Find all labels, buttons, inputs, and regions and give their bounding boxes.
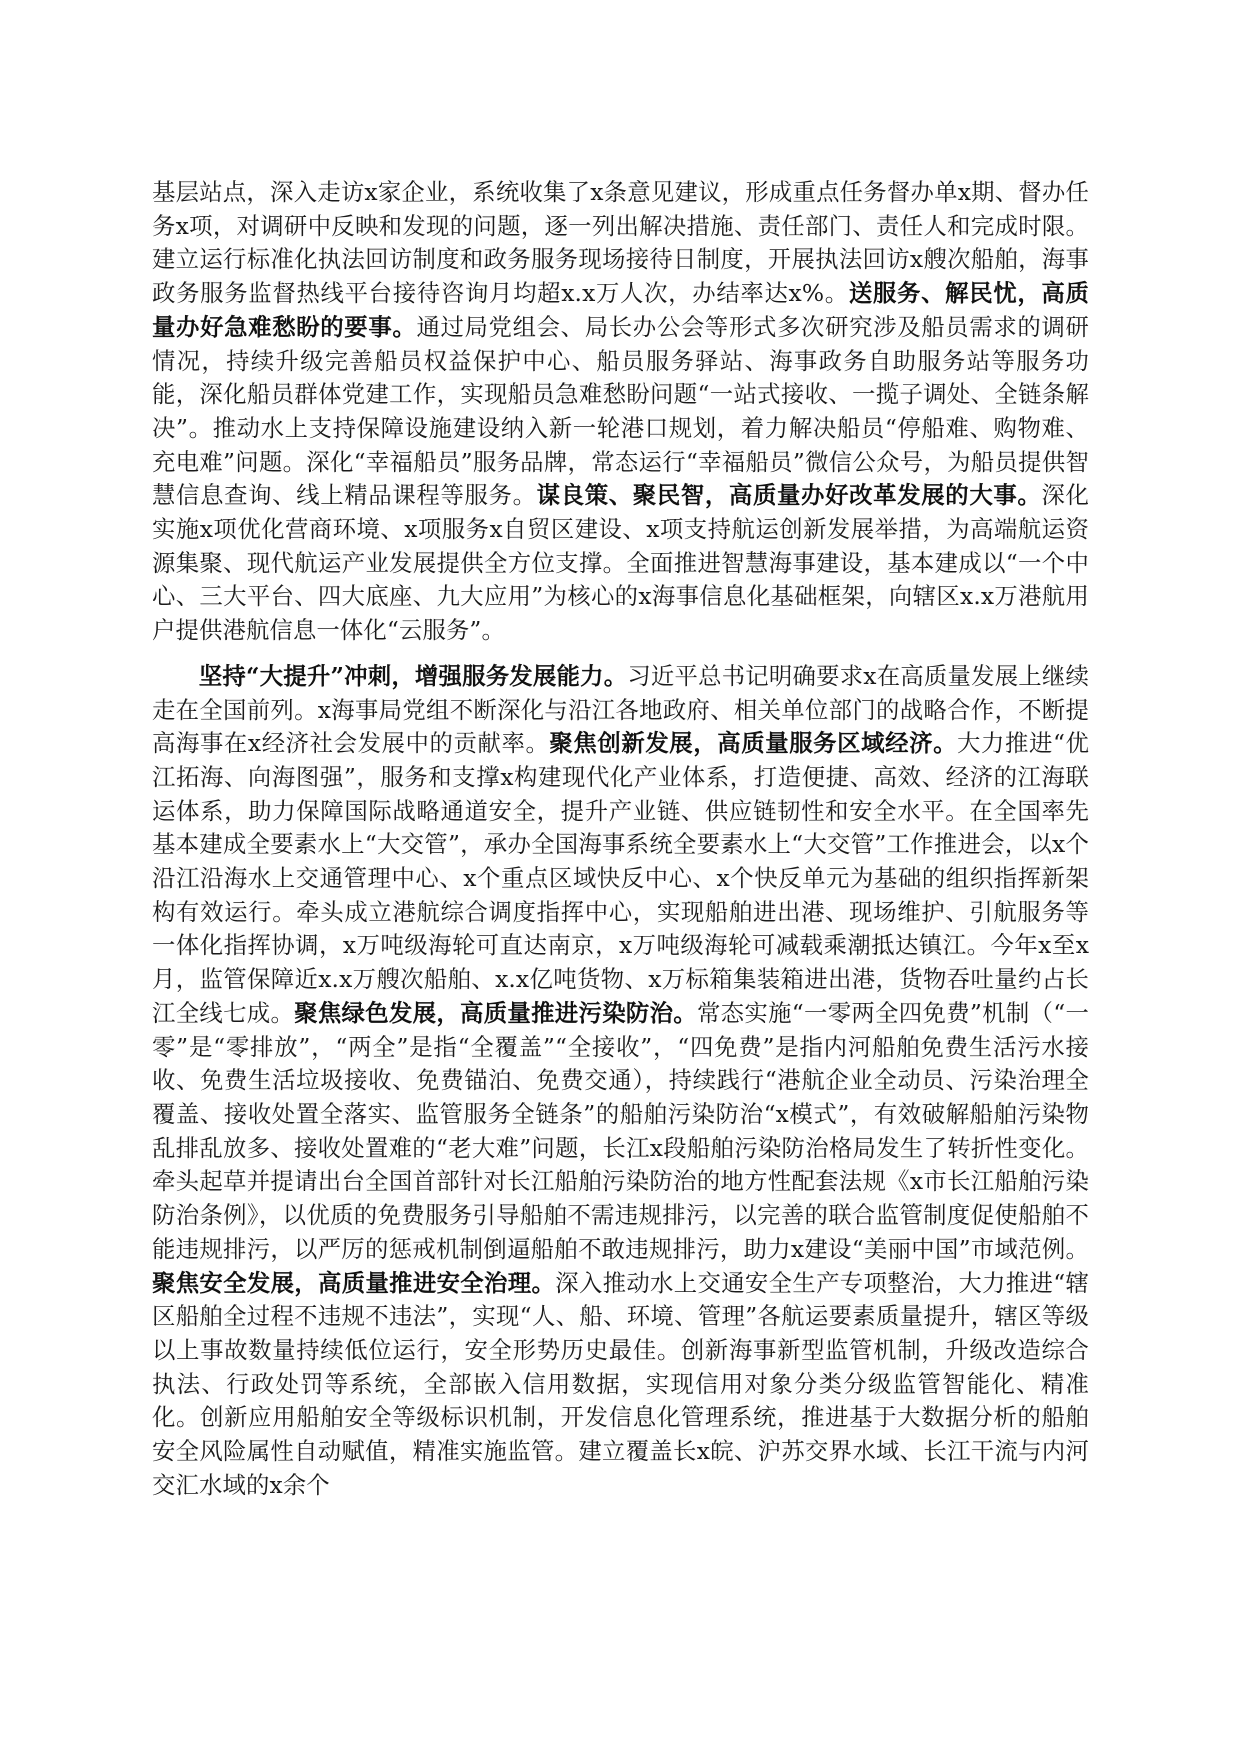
- paragraph-1: [152, 176, 1089, 648]
- paragraph-2-heading-1: 坚持“大提升”冲刺，增强服务发展能力。: [198, 661, 628, 690]
- paragraph-2: [152, 660, 1089, 1503]
- document-body: [152, 176, 1089, 1514]
- paragraph-2-text-3: 常态实施“一零两全四免费”机制（“一零”是“零排放”，“两全”是指“全覆盖”“全接收”，“四免费”是指内河船舶免费生活污水接收、免费生活垃圾接收、免费锚泊、免费交通），持续践行“港航企业全动员、污染治理全覆盖、接收处置全落实、监管服务全链条”的船舶污染防治“x模式”，有效破解船舶污染物乱排乱放多、接收处置难的“老大难”问题，长江x段船舶污染防治格局发生了转折性变化。牵头起草并提请出台全国首部针对长江船舶污染防治的地方性配套法规《x市长江船舶污染防治条例》，以优质的免费服务引导船舶不需违规排污，以完善的联合监管制度促使船舶不能违规排污，以严厉的惩戒机制倒逼船舶不敢违规排污，助力x建设“美丽中国”市域范例。: [152, 998, 1089, 1263]
- paragraph-2-text-2: 大力推进“优江拓海、向海图强”，服务和支撑x构建现代化产业体系，打造便捷、高效、经济的江海联运体系，助力保障国际战略通道安全，提升产业链、供应链韧性和安全水平。在全国率先基本建成全要素水上“大交管”，承办全国海事系统全要素水上“大交管”工作推进会，以x个沿江沿海水上交通管理中心、x个重点区域快反中心、x个快反单元为基础的组织指挥新架构有效运行。牵头成立港航综合调度指挥中心，实现船舶进出港、现场维护、引航服务等一体化指挥协调，x万吨级海轮可直达南京，x万吨级海轮可减载乘潮抵达镇江。今年x至x月，监管保障近x.x万艘次船舶、x.x亿吨货物、x万标箱集装箱进出港，货物吞吐量约占长江全线七成。: [152, 729, 1089, 1027]
- paragraph-2-text-1: 习近平总书记明确要求x在高质量发展上继续走在全国前列。x海事局党组不断深化与沿江各地政府、相关单位部门的战略合作，不断提高海事在x经济社会发展中的贡献率。: [152, 661, 1089, 758]
- paragraph-1-text-3: 深化实施x项优化营商环境、x项服务x自贸区建设、x项支持航运创新发展举措，为高端航运资源集聚、现代航运产业发展提供全方位支撑。全面推进智慧海事建设，基本建成以“一个中心、三大平台、四大底座、九大应用”为核心的x海事信息化基础框架，向辖区x.x万港航用户提供港航信息一体化“云服务”。: [152, 481, 1089, 645]
- paragraph-2-text-4: 深入推动水上交通安全生产专项整治，大力推进“辖区船舶全过程不违规不违法”，实现“人、船、环境、管理”各航运要素质量提升，辖区等级以上事故数量持续低位运行，安全形势历史最佳。创新海事新型监管机制，升级改造综合执法、行政处罚等系统，全部嵌入信用数据，实现信用对象分类分级监管智能化、精准化。创新应用船舶安全等级标识机制，开发信息化管理系统，推进基于大数据分析的船舶安全风险属性自动赋值，精准实施监管。建立覆盖长x皖、沪苏交界水域、长江干流与内河交汇水域的x余个: [152, 1268, 1089, 1499]
- paragraph-2-heading-3: 聚焦绿色发展，高质量推进污染防治。: [294, 998, 697, 1027]
- paragraph-2-heading-2: 聚焦创新发展，高质量服务区域经济。: [549, 729, 958, 758]
- paragraph-1-heading-2: 谋良策、聚民智，高质量办好改革发展的大事。: [536, 481, 1042, 510]
- paragraph-2-heading-4: 聚焦安全发展，高质量推进安全治理。: [152, 1268, 556, 1297]
- paragraph-1-text-1: 基层站点，深入走访x家企业，系统收集了x条意见建议，形成重点任务督办单x期、督办任务x项，对调研中反映和发现的问题，逐一列出解决措施、责任部门、责任人和完成时限。建立运行标准化执法回访制度和政务服务现场接待日制度，开展执法回访x艘次船舶，海事政务服务监督热线平台接待咨询月均超x.x万人次，办结率达x%。: [152, 178, 1090, 308]
- paragraph-1-text-2: 通过局党组会、局长办公会等形式多次研究涉及船员需求的调研情况，持续升级完善船员权益保护中心、船员服务驿站、海事政务自助服务站等服务功能，深化船员群体党建工作，实现船员急难愁盼问题“一站式接收、一揽子调处、全链条解决”。推动水上支持保障设施建设纳入新一轮港口规划，着力解决船员“停船难、购物难、充电难”问题。深化“幸福船员”服务品牌，常态运行“幸福船员”微信公众号，为船员提供智慧信息查询、线上精品课程等服务。: [152, 312, 1089, 510]
- paragraph-1-heading-1: 送服务、解民忧，高质量办好急难愁盼的要事。: [152, 279, 1090, 341]
